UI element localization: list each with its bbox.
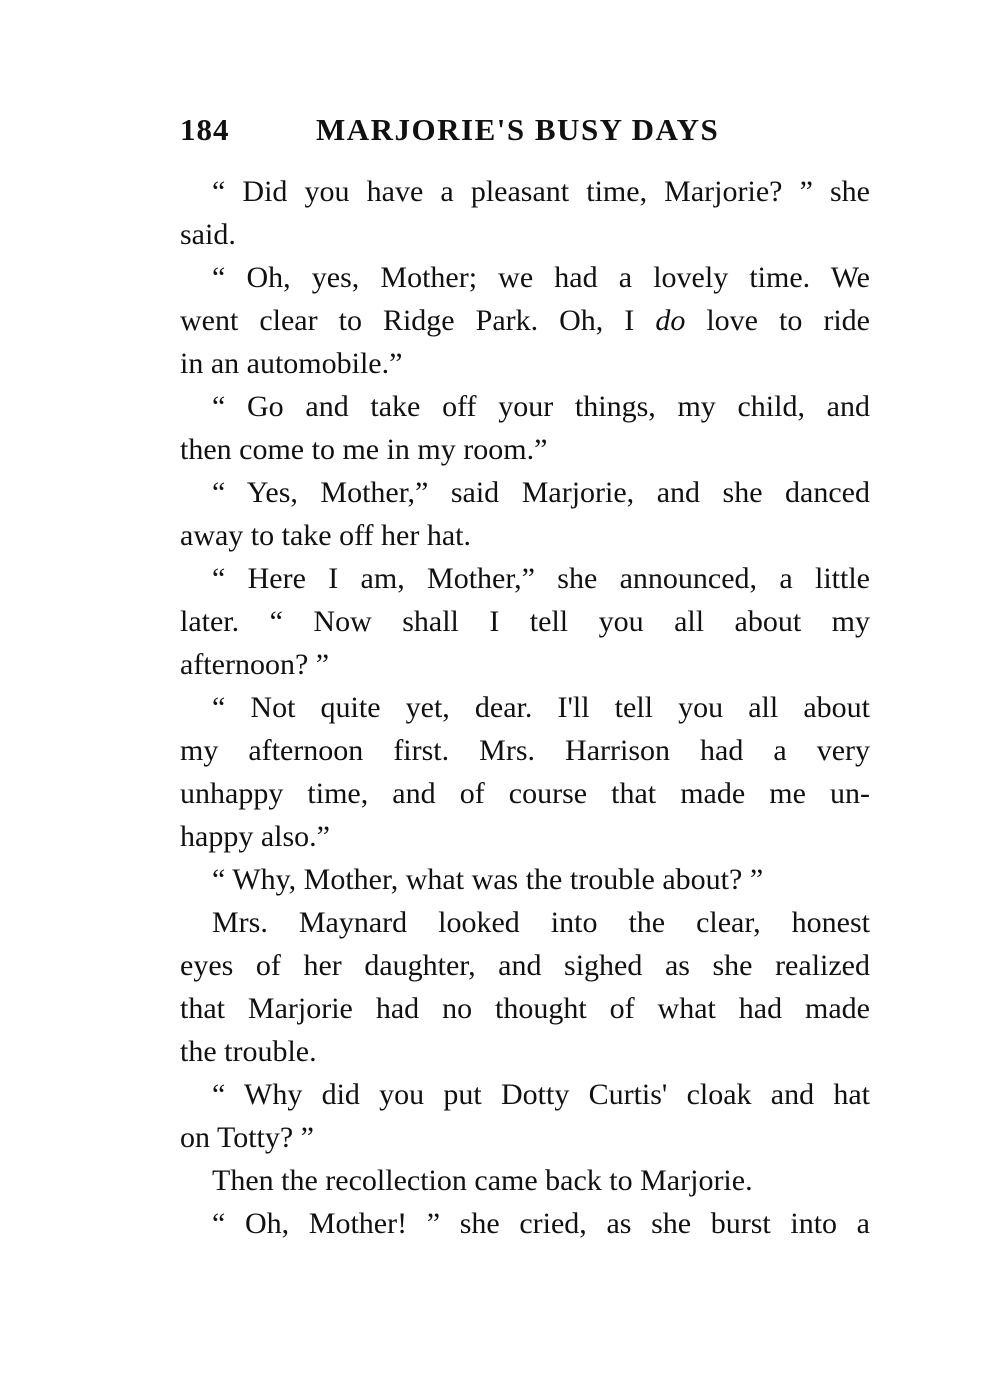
text-line [180, 299, 870, 342]
text-line: “ Here I am, Mother,” she announced, a little [212, 562, 870, 595]
emphasis-word: do [655, 304, 686, 337]
body-text [180, 170, 870, 1245]
page-number: 184 [180, 112, 230, 147]
text-line: Then the recollection came back to Marjorie. [212, 1164, 753, 1197]
text-line: Mrs. Maynard looked into the clear, honest [212, 906, 870, 939]
text-line: “ Why did you put Dotty Curtis' cloak and hat [212, 1078, 870, 1111]
text-line: later. “ Now shall I tell you all about my [180, 605, 870, 638]
text-line: afternoon? ” [180, 648, 330, 681]
text-line: “ Not quite yet, dear. I'll tell you all about [212, 691, 870, 724]
text-line: unhappy time, and of course that made me un- [180, 777, 870, 810]
text-line: away to take off her hat. [180, 519, 471, 552]
text-line: “ Did you have a pleasant time, Marjorie? ” she [212, 175, 870, 208]
text-line: in an automobile.” [180, 347, 403, 380]
text-line: said. [180, 218, 236, 251]
text-line: that Marjorie had no thought of what had made [180, 992, 870, 1025]
text-line: then come to me in my room.” [180, 433, 548, 466]
text-segment: went clear to Ridge Park. Oh, I [180, 304, 656, 337]
text-line: on Totty? ” [180, 1121, 314, 1154]
text-line: “ Oh, Mother! ” she cried, as she burst into a [212, 1207, 870, 1240]
running-head [180, 112, 880, 156]
text-line: the trouble. [180, 1035, 317, 1068]
text-line: “ Why, Mother, what was the trouble about? ” [212, 863, 764, 896]
text-line: “ Oh, yes, Mother; we had a lovely time. We [212, 261, 870, 294]
text-line: eyes of her daughter, and sighed as she realized [180, 949, 870, 982]
text-segment: love to ride [685, 304, 870, 337]
book-title: MARJORIE'S BUSY DAYS [316, 112, 720, 147]
text-line: “ Yes, Mother,” said Marjorie, and she danced [212, 476, 870, 509]
text-line: my afternoon first. Mrs. Harrison had a very [180, 734, 870, 767]
text-line: “ Go and take off your things, my child, and [212, 390, 870, 423]
text-line: happy also.” [180, 820, 330, 853]
